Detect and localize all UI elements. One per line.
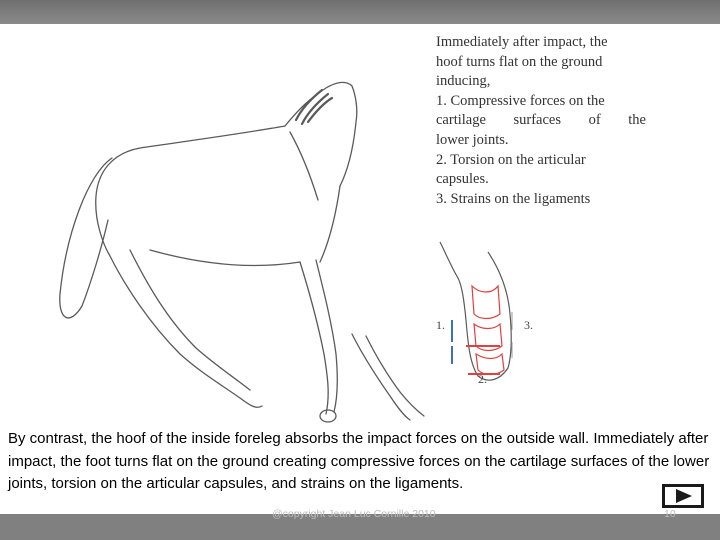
bone-upper bbox=[472, 286, 500, 319]
horse-hind-leg bbox=[110, 256, 262, 407]
slide-caption: By contrast, the hoof of the inside foreleg absorbs the impact forces on the outside wall. Immediately after impact, the foot turns flat on the ground creating compressive forces on the cartilage surfaces of the lower joints, torsion on the articular capsules, and strains on the ligaments. bbox=[8, 430, 710, 492]
page-number: 10 bbox=[664, 508, 676, 520]
sketch-line: 3. Strains on the ligaments bbox=[436, 190, 591, 207]
diagram-label-1: 1. bbox=[436, 318, 445, 332]
copyright-footer: @copyright Jean Luc Cornille 2010 bbox=[272, 508, 436, 520]
sketch-line: inducing, bbox=[436, 73, 491, 90]
horse-back-outline bbox=[96, 126, 285, 256]
next-slide-button[interactable] bbox=[662, 484, 704, 508]
sketch-line: hoof turns flat on the ground bbox=[436, 53, 603, 70]
diagram-label-3: 3. bbox=[524, 318, 533, 332]
sketch-annotation-text bbox=[436, 33, 646, 209]
sketch-line: 1. Compressive forces on the bbox=[436, 92, 605, 109]
leg-diagram-outline bbox=[440, 242, 511, 380]
horse-hoof-near bbox=[320, 410, 336, 422]
sketch-line: cartilage surfaces of the bbox=[436, 112, 646, 129]
diagram-label-2: 2. bbox=[478, 372, 487, 386]
sketch-line: Immediately after impact, the bbox=[436, 34, 608, 50]
play-arrow-icon bbox=[665, 487, 701, 505]
next-button-face[interactable] bbox=[665, 487, 701, 505]
horse-foreleg-near bbox=[300, 262, 328, 414]
sketch-line: 2. Torsion on the articular bbox=[436, 151, 586, 168]
horse-chest bbox=[320, 186, 340, 262]
horse-neck bbox=[285, 82, 357, 186]
sketch-line: lower joints. bbox=[436, 131, 509, 148]
top-bar bbox=[0, 0, 720, 24]
sketch-line: capsules. bbox=[436, 171, 489, 188]
horse-foreleg-inside bbox=[352, 334, 410, 420]
horse-tail bbox=[60, 158, 112, 318]
horse-belly bbox=[150, 250, 300, 266]
